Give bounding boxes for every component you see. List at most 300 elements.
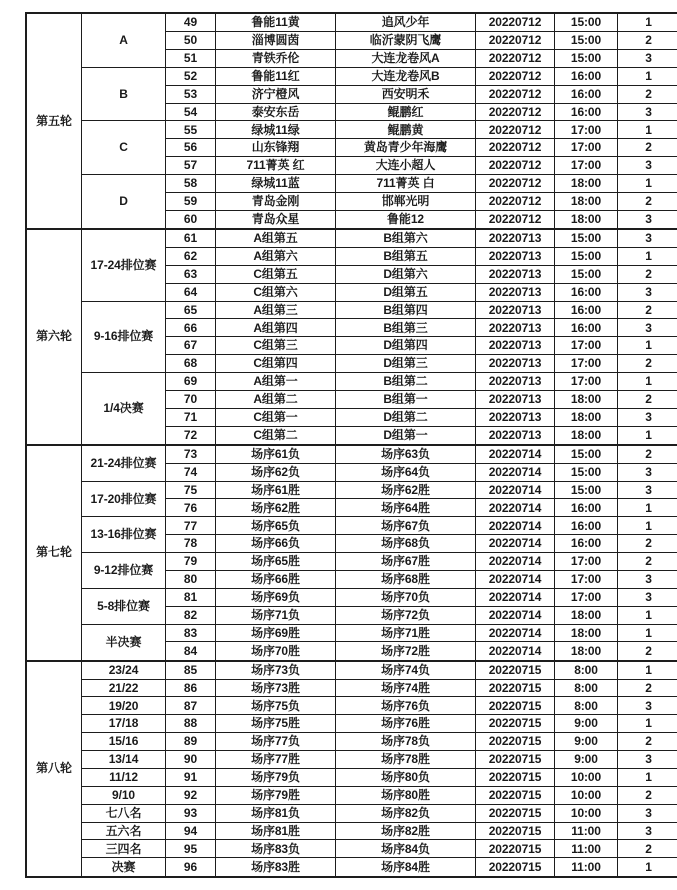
match-time-cell: 9:00 — [555, 733, 618, 751]
match-date-cell: 20220715 — [476, 679, 555, 697]
match-date-cell: 20220712 — [476, 192, 555, 210]
home-team-cell: 场序69负 — [216, 588, 336, 606]
match-time-cell: 10:00 — [555, 768, 618, 786]
match-field-cell: 3 — [618, 570, 677, 588]
group-label-cell: 13/14 — [82, 751, 166, 769]
group-label-cell: 9-12排位赛 — [82, 553, 166, 589]
match-time-cell: 17:00 — [555, 570, 618, 588]
match-time-cell: 17:00 — [555, 355, 618, 373]
match-time-cell: 10:00 — [555, 786, 618, 804]
away-team-cell: 追风少年 — [336, 13, 476, 32]
table-row — [26, 553, 677, 571]
group-label-cell: C — [82, 121, 166, 175]
away-team-cell: 场序68负 — [336, 535, 476, 553]
match-number-cell: 52 — [166, 67, 216, 85]
home-team-cell: 绿城11绿 — [216, 121, 336, 139]
match-field-cell: 2 — [618, 642, 677, 661]
match-number-cell: 84 — [166, 642, 216, 661]
match-time-cell: 18:00 — [555, 426, 618, 445]
away-team-cell: 场序74负 — [336, 661, 476, 680]
group-label-cell: 决赛 — [82, 858, 166, 877]
home-team-cell: A组第二 — [216, 390, 336, 408]
match-date-cell: 20220713 — [476, 319, 555, 337]
match-number-cell: 76 — [166, 499, 216, 517]
match-field-cell: 1 — [618, 247, 677, 265]
away-team-cell: B组第五 — [336, 247, 476, 265]
away-team-cell: 场序62胜 — [336, 481, 476, 499]
match-field-cell: 2 — [618, 32, 677, 50]
match-time-cell: 11:00 — [555, 858, 618, 877]
table-row — [26, 624, 677, 642]
match-number-cell: 64 — [166, 283, 216, 301]
match-date-cell: 20220713 — [476, 283, 555, 301]
match-date-cell: 20220712 — [476, 67, 555, 85]
match-field-cell: 2 — [618, 840, 677, 858]
away-team-cell: 场序84负 — [336, 840, 476, 858]
away-team-cell: D组第五 — [336, 283, 476, 301]
match-number-cell: 86 — [166, 679, 216, 697]
match-number-cell: 90 — [166, 751, 216, 769]
match-time-cell: 11:00 — [555, 822, 618, 840]
away-team-cell: 黄岛青少年海鹰 — [336, 139, 476, 157]
match-date-cell: 20220713 — [476, 337, 555, 355]
group-label-cell: 23/24 — [82, 661, 166, 680]
match-time-cell: 15:00 — [555, 247, 618, 265]
home-team-cell: 绿城11蓝 — [216, 175, 336, 193]
table-row — [26, 786, 677, 804]
match-number-cell: 85 — [166, 661, 216, 680]
away-team-cell: 场序64胜 — [336, 499, 476, 517]
away-team-cell: 鲲鹏黄 — [336, 121, 476, 139]
match-time-cell: 15:00 — [555, 32, 618, 50]
home-team-cell: 场序73胜 — [216, 679, 336, 697]
match-number-cell: 50 — [166, 32, 216, 50]
match-time-cell: 16:00 — [555, 535, 618, 553]
away-team-cell: B组第六 — [336, 229, 476, 248]
home-team-cell: 场序81负 — [216, 804, 336, 822]
match-number-cell: 72 — [166, 426, 216, 445]
match-time-cell: 15:00 — [555, 481, 618, 499]
match-field-cell: 3 — [618, 751, 677, 769]
match-field-cell: 2 — [618, 733, 677, 751]
away-team-cell: D组第一 — [336, 426, 476, 445]
match-field-cell: 3 — [618, 822, 677, 840]
home-team-cell: 711菁英 红 — [216, 157, 336, 175]
away-team-cell: D组第二 — [336, 408, 476, 426]
match-field-cell: 3 — [618, 697, 677, 715]
match-date-cell: 20220715 — [476, 751, 555, 769]
match-number-cell: 78 — [166, 535, 216, 553]
match-time-cell: 9:00 — [555, 715, 618, 733]
match-date-cell: 20220715 — [476, 661, 555, 680]
match-time-cell: 15:00 — [555, 13, 618, 32]
match-time-cell: 8:00 — [555, 661, 618, 680]
match-date-cell: 20220712 — [476, 13, 555, 32]
match-field-cell: 1 — [618, 426, 677, 445]
group-label-cell: 13-16排位赛 — [82, 517, 166, 553]
match-number-cell: 60 — [166, 210, 216, 229]
home-team-cell: 场序73负 — [216, 661, 336, 680]
match-number-cell: 79 — [166, 553, 216, 571]
match-field-cell: 3 — [618, 229, 677, 248]
away-team-cell: 场序72胜 — [336, 642, 476, 661]
group-label-cell: 17/18 — [82, 715, 166, 733]
match-field-cell: 3 — [618, 463, 677, 481]
match-field-cell: 2 — [618, 265, 677, 283]
match-time-cell: 16:00 — [555, 103, 618, 121]
away-team-cell: 场序84胜 — [336, 858, 476, 877]
table-row — [26, 175, 677, 193]
match-time-cell: 18:00 — [555, 175, 618, 193]
away-team-cell: D组第六 — [336, 265, 476, 283]
match-number-cell: 82 — [166, 606, 216, 624]
away-team-cell: 场序72负 — [336, 606, 476, 624]
home-team-cell: 场序61胜 — [216, 481, 336, 499]
home-team-cell: 淄博圆茵 — [216, 32, 336, 50]
group-label-cell: 9/10 — [82, 786, 166, 804]
match-date-cell: 20220714 — [476, 624, 555, 642]
match-field-cell: 3 — [618, 283, 677, 301]
home-team-cell: 场序83胜 — [216, 858, 336, 877]
home-team-cell: A组第六 — [216, 247, 336, 265]
match-date-cell: 20220714 — [476, 606, 555, 624]
match-date-cell: 20220713 — [476, 373, 555, 391]
match-field-cell: 2 — [618, 535, 677, 553]
home-team-cell: A组第一 — [216, 373, 336, 391]
round-label-cell: 第八轮 — [26, 661, 82, 877]
group-label-cell: 17-24排位赛 — [82, 229, 166, 301]
match-time-cell: 16:00 — [555, 67, 618, 85]
home-team-cell: 场序79胜 — [216, 786, 336, 804]
schedule-body — [26, 13, 677, 877]
match-time-cell: 18:00 — [555, 408, 618, 426]
match-number-cell: 91 — [166, 768, 216, 786]
match-number-cell: 59 — [166, 192, 216, 210]
group-label-cell: D — [82, 175, 166, 229]
away-team-cell: 场序78胜 — [336, 751, 476, 769]
match-date-cell: 20220714 — [476, 481, 555, 499]
match-time-cell: 16:00 — [555, 319, 618, 337]
away-team-cell: 鲲鹏红 — [336, 103, 476, 121]
round-label-cell: 第七轮 — [26, 445, 82, 661]
table-row — [26, 733, 677, 751]
match-field-cell: 3 — [618, 210, 677, 229]
home-team-cell: C组第五 — [216, 265, 336, 283]
match-field-cell: 1 — [618, 373, 677, 391]
home-team-cell: 场序69胜 — [216, 624, 336, 642]
match-field-cell: 1 — [618, 13, 677, 32]
away-team-cell: 大连龙卷风A — [336, 49, 476, 67]
match-date-cell: 20220715 — [476, 697, 555, 715]
match-field-cell: 3 — [618, 49, 677, 67]
away-team-cell: 场序67胜 — [336, 553, 476, 571]
match-time-cell: 17:00 — [555, 553, 618, 571]
match-time-cell: 10:00 — [555, 804, 618, 822]
match-date-cell: 20220713 — [476, 390, 555, 408]
match-date-cell: 20220715 — [476, 822, 555, 840]
match-date-cell: 20220713 — [476, 408, 555, 426]
match-field-cell: 1 — [618, 337, 677, 355]
table-row — [26, 661, 677, 680]
match-number-cell: 75 — [166, 481, 216, 499]
match-field-cell: 1 — [618, 499, 677, 517]
away-team-cell: 场序67负 — [336, 517, 476, 535]
match-time-cell: 15:00 — [555, 229, 618, 248]
match-time-cell: 18:00 — [555, 624, 618, 642]
match-time-cell: 16:00 — [555, 283, 618, 301]
home-team-cell: 场序65胜 — [216, 553, 336, 571]
match-field-cell: 2 — [618, 355, 677, 373]
home-team-cell: 场序66负 — [216, 535, 336, 553]
table-row — [26, 679, 677, 697]
match-date-cell: 20220715 — [476, 733, 555, 751]
match-date-cell: 20220713 — [476, 247, 555, 265]
match-time-cell: 16:00 — [555, 301, 618, 319]
match-number-cell: 96 — [166, 858, 216, 877]
away-team-cell: 场序76负 — [336, 697, 476, 715]
match-time-cell: 16:00 — [555, 85, 618, 103]
match-field-cell: 3 — [618, 319, 677, 337]
away-team-cell: 场序71胜 — [336, 624, 476, 642]
away-team-cell: 场序80负 — [336, 768, 476, 786]
match-number-cell: 71 — [166, 408, 216, 426]
away-team-cell: 临沂蒙阴飞鹰 — [336, 32, 476, 50]
away-team-cell: 场序78负 — [336, 733, 476, 751]
match-number-cell: 77 — [166, 517, 216, 535]
match-time-cell: 18:00 — [555, 192, 618, 210]
match-date-cell: 20220715 — [476, 804, 555, 822]
home-team-cell: C组第四 — [216, 355, 336, 373]
match-number-cell: 66 — [166, 319, 216, 337]
match-date-cell: 20220713 — [476, 265, 555, 283]
match-number-cell: 88 — [166, 715, 216, 733]
table-row — [26, 840, 677, 858]
match-field-cell: 1 — [618, 121, 677, 139]
match-date-cell: 20220712 — [476, 139, 555, 157]
away-team-cell: 场序63负 — [336, 445, 476, 464]
match-field-cell: 2 — [618, 301, 677, 319]
match-date-cell: 20220712 — [476, 157, 555, 175]
table-row — [26, 481, 677, 499]
match-date-cell: 20220712 — [476, 210, 555, 229]
home-team-cell: 济宁橙风 — [216, 85, 336, 103]
match-time-cell: 18:00 — [555, 210, 618, 229]
match-field-cell: 2 — [618, 679, 677, 697]
match-date-cell: 20220713 — [476, 229, 555, 248]
away-team-cell: 场序82胜 — [336, 822, 476, 840]
match-time-cell: 17:00 — [555, 121, 618, 139]
match-field-cell: 3 — [618, 157, 677, 175]
away-team-cell: 场序82负 — [336, 804, 476, 822]
match-number-cell: 57 — [166, 157, 216, 175]
match-date-cell: 20220715 — [476, 840, 555, 858]
match-date-cell: 20220714 — [476, 642, 555, 661]
match-number-cell: 94 — [166, 822, 216, 840]
home-team-cell: 场序75胜 — [216, 715, 336, 733]
table-row — [26, 301, 677, 319]
match-field-cell: 1 — [618, 606, 677, 624]
match-date-cell: 20220715 — [476, 768, 555, 786]
match-number-cell: 89 — [166, 733, 216, 751]
home-team-cell: 场序62负 — [216, 463, 336, 481]
match-date-cell: 20220714 — [476, 445, 555, 464]
home-team-cell: C组第六 — [216, 283, 336, 301]
home-team-cell: A组第三 — [216, 301, 336, 319]
table-row — [26, 13, 677, 32]
match-field-cell: 1 — [618, 768, 677, 786]
match-number-cell: 65 — [166, 301, 216, 319]
match-number-cell: 68 — [166, 355, 216, 373]
away-team-cell: 鲁能12 — [336, 210, 476, 229]
match-field-cell: 1 — [618, 67, 677, 85]
home-team-cell: 鲁能11黄 — [216, 13, 336, 32]
match-field-cell: 1 — [618, 715, 677, 733]
away-team-cell: 场序64负 — [336, 463, 476, 481]
away-team-cell: D组第四 — [336, 337, 476, 355]
away-team-cell: 大连小超人 — [336, 157, 476, 175]
home-team-cell: 场序81胜 — [216, 822, 336, 840]
schedule-container — [25, 12, 654, 878]
match-field-cell: 3 — [618, 103, 677, 121]
match-date-cell: 20220714 — [476, 570, 555, 588]
match-number-cell: 73 — [166, 445, 216, 464]
away-team-cell: B组第二 — [336, 373, 476, 391]
away-team-cell: D组第三 — [336, 355, 476, 373]
home-team-cell: 青岛众星 — [216, 210, 336, 229]
home-team-cell: 场序79负 — [216, 768, 336, 786]
away-team-cell: 场序76胜 — [336, 715, 476, 733]
home-team-cell: A组第四 — [216, 319, 336, 337]
home-team-cell: C组第一 — [216, 408, 336, 426]
match-time-cell: 15:00 — [555, 463, 618, 481]
away-team-cell: 场序80胜 — [336, 786, 476, 804]
away-team-cell: 邯郸光明 — [336, 192, 476, 210]
match-date-cell: 20220712 — [476, 103, 555, 121]
away-team-cell: 场序68胜 — [336, 570, 476, 588]
match-time-cell: 17:00 — [555, 139, 618, 157]
tournament-schedule-table — [25, 12, 677, 878]
away-team-cell: B组第一 — [336, 390, 476, 408]
match-date-cell: 20220715 — [476, 715, 555, 733]
match-number-cell: 56 — [166, 139, 216, 157]
round-label-cell: 第五轮 — [26, 13, 82, 229]
match-date-cell: 20220715 — [476, 858, 555, 877]
match-date-cell: 20220714 — [476, 517, 555, 535]
match-time-cell: 18:00 — [555, 606, 618, 624]
group-label-cell: 三四名 — [82, 840, 166, 858]
match-date-cell: 20220714 — [476, 499, 555, 517]
match-date-cell: 20220713 — [476, 301, 555, 319]
table-row — [26, 121, 677, 139]
match-field-cell: 2 — [618, 85, 677, 103]
home-team-cell: C组第二 — [216, 426, 336, 445]
match-number-cell: 93 — [166, 804, 216, 822]
table-row — [26, 373, 677, 391]
group-label-cell: 9-16排位赛 — [82, 301, 166, 373]
match-time-cell: 15:00 — [555, 49, 618, 67]
table-row — [26, 517, 677, 535]
match-date-cell: 20220713 — [476, 355, 555, 373]
match-number-cell: 80 — [166, 570, 216, 588]
table-row — [26, 67, 677, 85]
match-field-cell: 1 — [618, 175, 677, 193]
table-row — [26, 804, 677, 822]
match-number-cell: 74 — [166, 463, 216, 481]
group-label-cell: 1/4决赛 — [82, 373, 166, 445]
match-field-cell: 3 — [618, 408, 677, 426]
match-time-cell: 15:00 — [555, 265, 618, 283]
match-time-cell: 11:00 — [555, 840, 618, 858]
match-field-cell: 3 — [618, 588, 677, 606]
group-label-cell: 15/16 — [82, 733, 166, 751]
match-date-cell: 20220712 — [476, 85, 555, 103]
match-date-cell: 20220712 — [476, 49, 555, 67]
group-label-cell: 半决赛 — [82, 624, 166, 660]
home-team-cell: 场序75负 — [216, 697, 336, 715]
away-team-cell: 场序70负 — [336, 588, 476, 606]
match-time-cell: 8:00 — [555, 679, 618, 697]
match-field-cell: 2 — [618, 445, 677, 464]
away-team-cell: 711菁英 白 — [336, 175, 476, 193]
match-field-cell: 2 — [618, 390, 677, 408]
home-team-cell: 山东锋翔 — [216, 139, 336, 157]
match-number-cell: 83 — [166, 624, 216, 642]
table-row — [26, 588, 677, 606]
home-team-cell: 场序71负 — [216, 606, 336, 624]
group-label-cell: 5-8排位赛 — [82, 588, 166, 624]
table-row — [26, 858, 677, 877]
match-field-cell: 3 — [618, 804, 677, 822]
match-time-cell: 17:00 — [555, 157, 618, 175]
group-label-cell: 七八名 — [82, 804, 166, 822]
match-date-cell: 20220715 — [476, 786, 555, 804]
match-time-cell: 15:00 — [555, 445, 618, 464]
match-number-cell: 63 — [166, 265, 216, 283]
group-label-cell: 19/20 — [82, 697, 166, 715]
match-number-cell: 95 — [166, 840, 216, 858]
away-team-cell: 大连龙卷风B — [336, 67, 476, 85]
home-team-cell: 场序61负 — [216, 445, 336, 464]
group-label-cell: B — [82, 67, 166, 121]
home-team-cell: 青铁乔伦 — [216, 49, 336, 67]
match-time-cell: 9:00 — [555, 751, 618, 769]
home-team-cell: 青岛金刚 — [216, 192, 336, 210]
match-field-cell: 2 — [618, 553, 677, 571]
match-number-cell: 67 — [166, 337, 216, 355]
table-row — [26, 768, 677, 786]
match-time-cell: 18:00 — [555, 390, 618, 408]
match-number-cell: 87 — [166, 697, 216, 715]
match-field-cell: 2 — [618, 192, 677, 210]
home-team-cell: 场序77负 — [216, 733, 336, 751]
match-field-cell: 1 — [618, 624, 677, 642]
match-number-cell: 70 — [166, 390, 216, 408]
match-field-cell: 2 — [618, 786, 677, 804]
match-number-cell: 53 — [166, 85, 216, 103]
group-label-cell: 21-24排位赛 — [82, 445, 166, 481]
match-date-cell: 20220712 — [476, 121, 555, 139]
match-date-cell: 20220713 — [476, 426, 555, 445]
match-time-cell: 8:00 — [555, 697, 618, 715]
home-team-cell: 场序62胜 — [216, 499, 336, 517]
match-date-cell: 20220714 — [476, 553, 555, 571]
match-date-cell: 20220712 — [476, 175, 555, 193]
home-team-cell: C组第三 — [216, 337, 336, 355]
match-number-cell: 55 — [166, 121, 216, 139]
match-number-cell: 51 — [166, 49, 216, 67]
match-number-cell: 81 — [166, 588, 216, 606]
match-field-cell: 1 — [618, 517, 677, 535]
